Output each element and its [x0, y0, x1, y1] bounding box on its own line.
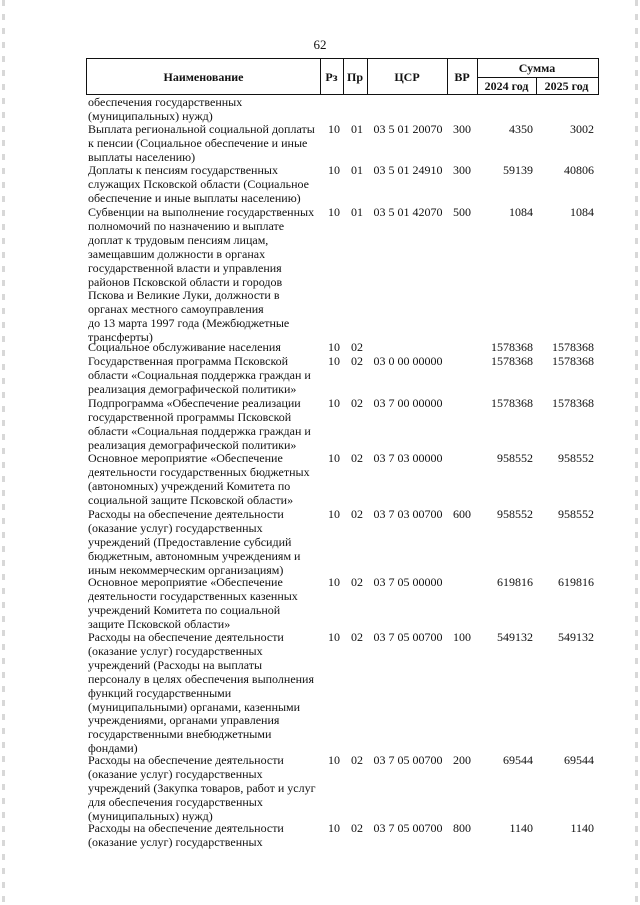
row-vr: 200 [453, 753, 471, 767]
row-name: Расходы на обеспечение деятельности (оказание услуг) государственных учреждений (Расходы на выплаты персоналу в целях обеспечения выполнения функций государственными (муниципальными) органами, казенными учреждениями, органами управления государственными внебюджетными фондами) [88, 630, 315, 756]
row-csr: 03 7 05 00700 [373, 821, 443, 835]
row-sum-2025: 619816 [558, 575, 594, 589]
row-pr: 02 [351, 340, 363, 354]
page-number: 62 [313, 37, 327, 52]
row-csr: 03 7 03 00000 [373, 451, 443, 465]
row-vr: 100 [453, 630, 471, 644]
row-pr: 02 [351, 451, 363, 465]
row-sum-2024: 69544 [503, 753, 533, 767]
row-sum-2025: 40806 [564, 163, 594, 177]
row-pr: 02 [351, 630, 363, 644]
header-csr: ЦСР [394, 70, 420, 84]
scan-edge-right [635, 0, 638, 905]
row-csr: 03 5 01 20070 [373, 122, 443, 136]
row-rz: 10 [328, 340, 340, 354]
row-rz: 10 [328, 451, 340, 465]
row-csr: 03 7 05 00700 [373, 753, 443, 767]
row-rz: 10 [328, 163, 340, 177]
header-2024: 2024 год [484, 79, 529, 93]
row-rz: 10 [328, 354, 340, 368]
scan-edge-left [2, 0, 5, 905]
row-rz: 10 [328, 821, 340, 835]
row-vr: 300 [453, 122, 471, 136]
row-sum-2025: 3002 [570, 122, 594, 136]
row-name: Расходы на обеспечение деятельности (оказание услуг) государственных учреждений (Предоставление субсидий бюджетным, автономным учреждениям и иным некоммерческим организациям) [88, 507, 301, 577]
row-rz: 10 [328, 396, 340, 410]
header-name: Наименование [163, 70, 244, 84]
row-name: Расходы на обеспечение деятельности (оказание услуг) государственных учреждений (Закупка товаров, работ и услуг для обеспечения государственных (муниципальных) нужд) [88, 753, 316, 823]
row-name: Субвенции на выполнение государственных полномочий по назначению и выплате доплат к трудовым пенсиям лицам, замещавшим должности в органах государственной власти и управления районов Псковской области и городов Пскова и Великие Луки, должности в органах местного самоуправления до 13 марта 1997 года (Межбюджетные трансферты) [88, 205, 315, 345]
row-sum-2024: 1578368 [491, 396, 533, 410]
row-rz: 10 [328, 575, 340, 589]
row-sum-2025: 69544 [564, 753, 594, 767]
row-pr: 01 [351, 163, 363, 177]
row-sum-2025: 1140 [570, 821, 594, 835]
row-sum-2024: 4350 [509, 122, 533, 136]
row-pr: 02 [351, 354, 363, 368]
header-pr: Пр [346, 70, 363, 84]
row-name: Доплаты к пенсиям государственных служащих Псковской области (Социальное обеспечение и иные выплаты населению) [88, 163, 309, 205]
row-csr: 03 0 00 00000 [373, 354, 443, 368]
row-rz: 10 [328, 753, 340, 767]
header-rz: Рз [325, 70, 338, 84]
row-sum-2024: 1578368 [491, 340, 533, 354]
row-vr: 300 [453, 163, 471, 177]
row-sum-2024: 549132 [497, 630, 533, 644]
row-name: Государственная программа Псковской области «Социальная поддержка граждан и реализация демографической политики» [88, 354, 311, 396]
row-name: Выплата региональной социальной доплаты к пенсии (Социальное обеспечение и иные выплаты населению) [88, 122, 315, 164]
row-sum-2024: 958552 [497, 507, 533, 521]
row-vr: 800 [453, 821, 471, 835]
row-sum-2025: 958552 [558, 451, 594, 465]
row-csr: 03 5 01 24910 [373, 163, 443, 177]
row-sum-2024: 1084 [509, 205, 533, 219]
row-name: Основное мероприятие «Обеспечение деятельности государственных казенных учреждений Комитета по социальной защите Псковской области» [88, 575, 298, 631]
row-pr: 02 [351, 396, 363, 410]
row-csr: 03 5 01 42070 [373, 205, 443, 219]
row-csr: 03 7 05 00700 [373, 630, 443, 644]
row-sum-2025: 1084 [570, 205, 594, 219]
table-header [86, 58, 599, 95]
row-name: Расходы на обеспечение деятельности (оказание услуг) государственных [88, 821, 284, 849]
row-pr: 02 [351, 575, 363, 589]
row-rz: 10 [328, 507, 340, 521]
row-sum-2024: 1140 [509, 821, 533, 835]
row-sum-2025: 958552 [558, 507, 594, 521]
row-rz: 10 [328, 205, 340, 219]
row-sum-2025: 1578368 [552, 340, 594, 354]
row-sum-2024: 1578368 [491, 354, 533, 368]
row-pr: 01 [351, 122, 363, 136]
row-name: Подпрограмма «Обеспечение реализации государственной программы Псковской области «Социальная поддержка граждан и реализация демографической политики» [88, 396, 311, 452]
row-csr: 03 7 03 00700 [373, 507, 443, 521]
row-pr: 02 [351, 753, 363, 767]
row-rz: 10 [328, 122, 340, 136]
row-csr: 03 7 00 00000 [373, 396, 443, 410]
header-2025: 2025 год [544, 79, 589, 93]
row-sum-2024: 958552 [497, 451, 533, 465]
row-name: обеспечения государственных (муниципальных) нужд) [88, 95, 243, 123]
row-sum-2025: 1578368 [552, 396, 594, 410]
row-vr: 600 [453, 507, 471, 521]
row-sum-2025: 549132 [558, 630, 594, 644]
row-name: Основное мероприятие «Обеспечение деятельности государственных бюджетных (автономных) учреждений Комитета по социальной защите Псковской области» [88, 451, 310, 507]
row-rz: 10 [328, 630, 340, 644]
row-pr: 01 [351, 205, 363, 219]
row-sum-2025: 1578368 [552, 354, 594, 368]
row-pr: 02 [351, 821, 363, 835]
row-name: Социальное обслуживание населения [88, 340, 281, 354]
header-sum: Сумма [518, 61, 556, 75]
header-vr: ВР [454, 70, 470, 84]
row-sum-2024: 619816 [497, 575, 533, 589]
row-vr: 500 [453, 205, 471, 219]
row-sum-2024: 59139 [503, 163, 533, 177]
row-pr: 02 [351, 507, 363, 521]
row-csr: 03 7 05 00000 [373, 575, 443, 589]
